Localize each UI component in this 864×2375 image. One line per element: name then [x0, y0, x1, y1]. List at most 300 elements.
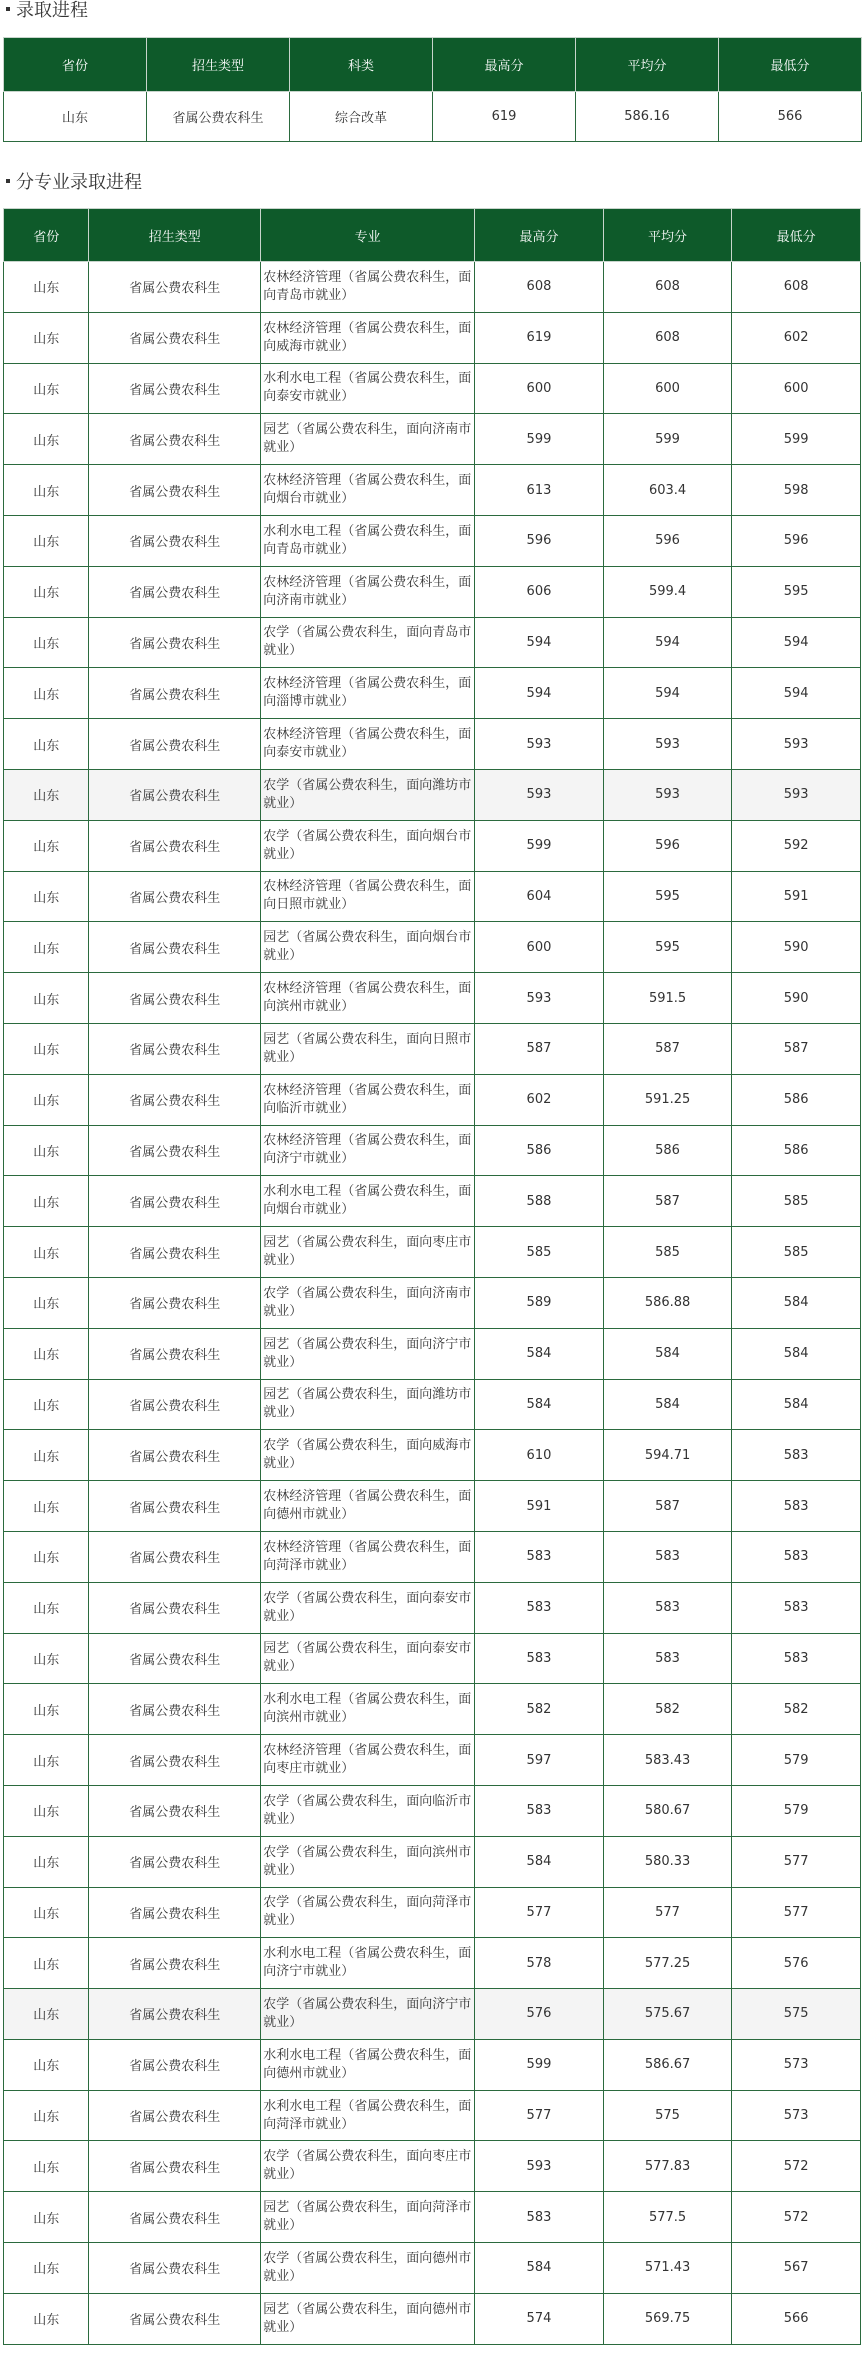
cell-max-score: 583 [475, 2192, 604, 2243]
cell-province: 山东 [4, 1227, 89, 1278]
table-row [4, 769, 861, 820]
cell-province: 山东 [4, 820, 89, 871]
cell-enroll-type: 省属公费农科生 [89, 312, 261, 363]
cell-province: 山东 [4, 871, 89, 922]
cell-province: 山东 [4, 262, 89, 313]
cell-max-score: 577 [475, 2090, 604, 2141]
cell-enroll-type: 省属公费农科生 [89, 2243, 261, 2294]
cell-enroll-type: 省属公费农科生 [89, 1125, 261, 1176]
cell-min-score: 579 [732, 1785, 861, 1836]
table-row [4, 1074, 861, 1125]
cell-enroll-type: 省属公费农科生 [89, 1633, 261, 1684]
cell-max-score: 606 [475, 566, 604, 617]
cell-province: 山东 [4, 2293, 89, 2344]
header-enroll-type: 招生类型 [89, 209, 261, 262]
cell-min-score: 591 [732, 871, 861, 922]
cell-min-score: 579 [732, 1735, 861, 1786]
cell-max-score: 578 [475, 1938, 604, 1989]
header-min-score: 最低分 [732, 209, 861, 262]
cell-avg-score: 599.4 [603, 566, 732, 617]
cell-max-score: 588 [475, 1176, 604, 1227]
header-min-score: 最低分 [719, 38, 862, 92]
cell-major: 农林经济管理（省属公费农科生，面向枣庄市就业） [261, 1735, 475, 1786]
cell-avg-score: 583 [603, 1633, 732, 1684]
table-row [4, 1582, 861, 1633]
cell-min-score: 585 [732, 1176, 861, 1227]
cell-enroll-type: 省属公费农科生 [147, 92, 290, 142]
cell-province: 山东 [4, 1938, 89, 1989]
cell-avg-score: 595 [603, 922, 732, 973]
cell-max-score: 582 [475, 1684, 604, 1735]
cell-major: 园艺（省属公费农科生，面向泰安市就业） [261, 1633, 475, 1684]
cell-enroll-type: 省属公费农科生 [89, 1023, 261, 1074]
cell-max-score: 591 [475, 1481, 604, 1532]
cell-major: 农林经济管理（省属公费农科生，面向泰安市就业） [261, 719, 475, 770]
cell-enroll-type: 省属公费农科生 [89, 820, 261, 871]
cell-max-score: 597 [475, 1735, 604, 1786]
table-row [4, 1023, 861, 1074]
cell-major: 农学（省属公费农科生，面向烟台市就业） [261, 820, 475, 871]
cell-min-score: 576 [732, 1938, 861, 1989]
cell-max-score: 600 [475, 363, 604, 414]
cell-max-score: 613 [475, 465, 604, 516]
cell-min-score: 566 [719, 92, 862, 142]
cell-avg-score: 587 [603, 1481, 732, 1532]
cell-major: 水利水电工程（省属公费农科生，面向德州市就业） [261, 2039, 475, 2090]
cell-province: 山东 [4, 1684, 89, 1735]
cell-max-score: 585 [475, 1227, 604, 1278]
section-title-major-progress [0, 172, 864, 194]
table-row [4, 922, 861, 973]
cell-major: 农林经济管理（省属公费农科生，面向临沂市就业） [261, 1074, 475, 1125]
cell-min-score: 575 [732, 1989, 861, 2040]
table-header-row [4, 209, 861, 262]
cell-max-score: 619 [475, 312, 604, 363]
cell-min-score: 587 [732, 1023, 861, 1074]
cell-enroll-type: 省属公费农科生 [89, 515, 261, 566]
cell-enroll-type: 省属公费农科生 [89, 2039, 261, 2090]
cell-major: 园艺（省属公费农科生，面向日照市就业） [261, 1023, 475, 1074]
table-row [4, 1481, 861, 1532]
cell-min-score: 596 [732, 515, 861, 566]
cell-avg-score: 580.67 [603, 1785, 732, 1836]
header-max-score: 最高分 [475, 209, 604, 262]
cell-avg-score: 577.25 [603, 1938, 732, 1989]
cell-major: 园艺（省属公费农科生，面向潍坊市就业） [261, 1379, 475, 1430]
cell-major: 农学（省属公费农科生，面向威海市就业） [261, 1430, 475, 1481]
cell-min-score: 586 [732, 1074, 861, 1125]
cell-province: 山东 [4, 1785, 89, 1836]
cell-max-score: 593 [475, 719, 604, 770]
cell-max-score: 583 [475, 1531, 604, 1582]
cell-avg-score: 608 [603, 262, 732, 313]
cell-major: 园艺（省属公费农科生，面向烟台市就业） [261, 922, 475, 973]
cell-min-score: 582 [732, 1684, 861, 1735]
cell-min-score: 583 [732, 1481, 861, 1532]
cell-avg-score: 593 [603, 719, 732, 770]
table-row [4, 363, 861, 414]
cell-enroll-type: 省属公费农科生 [89, 922, 261, 973]
header-category: 科类 [290, 38, 433, 92]
cell-max-score: 584 [475, 2243, 604, 2294]
cell-province: 山东 [4, 668, 89, 719]
cell-min-score: 573 [732, 2039, 861, 2090]
cell-enroll-type: 省属公费农科生 [89, 1785, 261, 1836]
cell-province: 山东 [4, 1176, 89, 1227]
bullet-icon [6, 7, 10, 11]
table-row [4, 820, 861, 871]
cell-max-score: 599 [475, 2039, 604, 2090]
cell-major: 水利水电工程（省属公费农科生，面向泰安市就业） [261, 363, 475, 414]
cell-avg-score: 575.67 [603, 1989, 732, 2040]
cell-major: 园艺（省属公费农科生，面向济南市就业） [261, 414, 475, 465]
cell-province: 山东 [4, 2090, 89, 2141]
cell-major: 农学（省属公费农科生，面向青岛市就业） [261, 617, 475, 668]
table-row [4, 2192, 861, 2243]
cell-major: 水利水电工程（省属公费农科生，面向青岛市就业） [261, 515, 475, 566]
cell-avg-score: 608 [603, 312, 732, 363]
cell-major: 农林经济管理（省属公费农科生，面向淄博市就业） [261, 668, 475, 719]
cell-avg-score: 580.33 [603, 1836, 732, 1887]
cell-enroll-type: 省属公费农科生 [89, 2090, 261, 2141]
cell-avg-score: 603.4 [603, 465, 732, 516]
cell-min-score: 577 [732, 1836, 861, 1887]
header-enroll-type: 招生类型 [147, 38, 290, 92]
table-row [4, 2090, 861, 2141]
cell-enroll-type: 省属公费农科生 [89, 1176, 261, 1227]
cell-major: 水利水电工程（省属公费农科生，面向烟台市就业） [261, 1176, 475, 1227]
cell-max-score: 610 [475, 1430, 604, 1481]
cell-min-score: 584 [732, 1277, 861, 1328]
table-row [4, 668, 861, 719]
cell-province: 山东 [4, 1735, 89, 1786]
cell-major: 农林经济管理（省属公费农科生，面向菏泽市就业） [261, 1531, 475, 1582]
cell-enroll-type: 省属公费农科生 [89, 262, 261, 313]
cell-major: 农林经济管理（省属公费农科生，面向烟台市就业） [261, 465, 475, 516]
cell-max-score: 599 [475, 820, 604, 871]
cell-avg-score: 599 [603, 414, 732, 465]
cell-avg-score: 595 [603, 871, 732, 922]
cell-min-score: 594 [732, 668, 861, 719]
cell-avg-score: 586.88 [603, 1277, 732, 1328]
cell-enroll-type: 省属公费农科生 [89, 1989, 261, 2040]
cell-enroll-type: 省属公费农科生 [89, 1938, 261, 1989]
cell-avg-score: 586.16 [576, 92, 719, 142]
major-admission-table [3, 208, 861, 2345]
cell-avg-score: 591.25 [603, 1074, 732, 1125]
cell-province: 山东 [4, 1582, 89, 1633]
cell-min-score: 595 [732, 566, 861, 617]
cell-max-score: 594 [475, 668, 604, 719]
cell-avg-score: 583.43 [603, 1735, 732, 1786]
cell-avg-score: 571.43 [603, 2243, 732, 2294]
cell-major: 水利水电工程（省属公费农科生，面向滨州市就业） [261, 1684, 475, 1735]
table-row [4, 1176, 861, 1227]
cell-avg-score: 582 [603, 1684, 732, 1735]
cell-province: 山东 [4, 1328, 89, 1379]
cell-major: 农学（省属公费农科生，面向枣庄市就业） [261, 2141, 475, 2192]
cell-enroll-type: 省属公费农科生 [89, 1227, 261, 1278]
cell-min-score: 585 [732, 1227, 861, 1278]
cell-province: 山东 [4, 769, 89, 820]
cell-avg-score: 569.75 [603, 2293, 732, 2344]
cell-enroll-type: 省属公费农科生 [89, 1531, 261, 1582]
cell-enroll-type: 省属公费农科生 [89, 1328, 261, 1379]
cell-avg-score: 577.83 [603, 2141, 732, 2192]
cell-major: 农学（省属公费农科生，面向济宁市就业） [261, 1989, 475, 2040]
cell-province: 山东 [4, 973, 89, 1024]
table-row [4, 1277, 861, 1328]
cell-min-score: 583 [732, 1531, 861, 1582]
cell-max-score: 584 [475, 1379, 604, 1430]
cell-avg-score: 587 [603, 1023, 732, 1074]
table-row [4, 414, 861, 465]
cell-max-score: 604 [475, 871, 604, 922]
cell-province: 山东 [4, 1887, 89, 1938]
table-row [4, 465, 861, 516]
cell-max-score: 583 [475, 1633, 604, 1684]
cell-min-score: 572 [732, 2192, 861, 2243]
cell-major: 农学（省属公费农科生，面向菏泽市就业） [261, 1887, 475, 1938]
section-title-text: 录取进程 [16, 0, 88, 21]
cell-province: 山东 [4, 1633, 89, 1684]
table-row [4, 973, 861, 1024]
cell-major: 农林经济管理（省属公费农科生，面向滨州市就业） [261, 973, 475, 1024]
table-row [4, 1531, 861, 1582]
cell-major: 农林经济管理（省属公费农科生，面向威海市就业） [261, 312, 475, 363]
cell-enroll-type: 省属公费农科生 [89, 414, 261, 465]
cell-major: 水利水电工程（省属公费农科生，面向济宁市就业） [261, 1938, 475, 1989]
cell-province: 山东 [4, 617, 89, 668]
cell-avg-score: 585 [603, 1227, 732, 1278]
cell-enroll-type: 省属公费农科生 [89, 1430, 261, 1481]
cell-min-score: 583 [732, 1633, 861, 1684]
cell-avg-score: 583 [603, 1531, 732, 1582]
cell-enroll-type: 省属公费农科生 [89, 1887, 261, 1938]
cell-major: 农林经济管理（省属公费农科生，面向青岛市就业） [261, 262, 475, 313]
table-row [4, 2243, 861, 2294]
cell-avg-score: 594 [603, 668, 732, 719]
table-row [4, 2141, 861, 2192]
cell-min-score: 572 [732, 2141, 861, 2192]
cell-min-score: 577 [732, 1887, 861, 1938]
cell-avg-score: 593 [603, 769, 732, 820]
cell-major: 园艺（省属公费农科生，面向枣庄市就业） [261, 1227, 475, 1278]
cell-avg-score: 594 [603, 617, 732, 668]
cell-major: 农学（省属公费农科生，面向临沂市就业） [261, 1785, 475, 1836]
cell-enroll-type: 省属公费农科生 [89, 1836, 261, 1887]
cell-major: 农学（省属公费农科生，面向德州市就业） [261, 2243, 475, 2294]
cell-enroll-type: 省属公费农科生 [89, 465, 261, 516]
cell-major: 园艺（省属公费农科生，面向济宁市就业） [261, 1328, 475, 1379]
major-table-body [4, 262, 861, 2345]
table-row [4, 719, 861, 770]
header-province: 省份 [4, 38, 147, 92]
cell-enroll-type: 省属公费农科生 [89, 2293, 261, 2344]
cell-avg-score: 600 [603, 363, 732, 414]
cell-max-score: 599 [475, 414, 604, 465]
table-row [4, 1887, 861, 1938]
cell-province: 山东 [4, 1836, 89, 1887]
cell-avg-score: 577.5 [603, 2192, 732, 2243]
cell-enroll-type: 省属公费农科生 [89, 1735, 261, 1786]
table-row [4, 1633, 861, 1684]
cell-min-score: 602 [732, 312, 861, 363]
cell-min-score: 567 [732, 2243, 861, 2294]
cell-avg-score: 591.5 [603, 973, 732, 1024]
cell-province: 山东 [4, 1989, 89, 2040]
cell-province: 山东 [4, 1074, 89, 1125]
table-row [4, 1684, 861, 1735]
cell-min-score: 598 [732, 465, 861, 516]
cell-major: 农林经济管理（省属公费农科生，面向济南市就业） [261, 566, 475, 617]
cell-avg-score: 596 [603, 820, 732, 871]
section-title-text: 分专业录取进程 [16, 172, 142, 193]
table-row [4, 1989, 861, 2040]
table-row [4, 262, 861, 313]
cell-province: 山东 [4, 1125, 89, 1176]
cell-max-score: 593 [475, 973, 604, 1024]
cell-max-score: 608 [475, 262, 604, 313]
cell-enroll-type: 省属公费农科生 [89, 871, 261, 922]
cell-min-score: 583 [732, 1582, 861, 1633]
cell-province: 山东 [4, 363, 89, 414]
cell-max-score: 596 [475, 515, 604, 566]
cell-enroll-type: 省属公费农科生 [89, 769, 261, 820]
cell-max-score: 593 [475, 2141, 604, 2192]
cell-avg-score: 586 [603, 1125, 732, 1176]
cell-major: 农学（省属公费农科生，面向潍坊市就业） [261, 769, 475, 820]
cell-avg-score: 577 [603, 1887, 732, 1938]
cell-min-score: 592 [732, 820, 861, 871]
table-row [4, 1379, 861, 1430]
cell-max-score: 576 [475, 1989, 604, 2040]
cell-province: 山东 [4, 1277, 89, 1328]
cell-major: 农林经济管理（省属公费农科生，面向德州市就业） [261, 1481, 475, 1532]
table-row [4, 515, 861, 566]
cell-max-score: 600 [475, 922, 604, 973]
cell-min-score: 599 [732, 414, 861, 465]
cell-min-score: 608 [732, 262, 861, 313]
cell-province: 山东 [4, 414, 89, 465]
cell-avg-score: 594.71 [603, 1430, 732, 1481]
cell-province: 山东 [4, 1379, 89, 1430]
cell-min-score: 573 [732, 2090, 861, 2141]
cell-province: 山东 [4, 92, 147, 142]
cell-min-score: 590 [732, 973, 861, 1024]
cell-avg-score: 575 [603, 2090, 732, 2141]
cell-max-score: 594 [475, 617, 604, 668]
cell-min-score: 594 [732, 617, 861, 668]
cell-max-score: 577 [475, 1887, 604, 1938]
cell-major: 农学（省属公费农科生，面向泰安市就业） [261, 1582, 475, 1633]
cell-province: 山东 [4, 2141, 89, 2192]
cell-province: 山东 [4, 465, 89, 516]
cell-min-score: 586 [732, 1125, 861, 1176]
cell-major: 农学（省属公费农科生，面向济南市就业） [261, 1277, 475, 1328]
cell-enroll-type: 省属公费农科生 [89, 1379, 261, 1430]
cell-avg-score: 584 [603, 1379, 732, 1430]
cell-max-score: 583 [475, 1582, 604, 1633]
cell-province: 山东 [4, 1481, 89, 1532]
cell-enroll-type: 省属公费农科生 [89, 1481, 261, 1532]
cell-province: 山东 [4, 566, 89, 617]
cell-min-score: 583 [732, 1430, 861, 1481]
cell-enroll-type: 省属公费农科生 [89, 1074, 261, 1125]
cell-max-score: 589 [475, 1277, 604, 1328]
cell-enroll-type: 省属公费农科生 [89, 1582, 261, 1633]
cell-enroll-type: 省属公费农科生 [89, 719, 261, 770]
cell-avg-score: 587 [603, 1176, 732, 1227]
cell-max-score: 586 [475, 1125, 604, 1176]
table-row [4, 1785, 861, 1836]
cell-enroll-type: 省属公费农科生 [89, 617, 261, 668]
cell-max-score: 584 [475, 1328, 604, 1379]
cell-min-score: 600 [732, 363, 861, 414]
cell-avg-score: 596 [603, 515, 732, 566]
cell-min-score: 590 [732, 922, 861, 973]
cell-major: 园艺（省属公费农科生，面向德州市就业） [261, 2293, 475, 2344]
table-row [4, 871, 861, 922]
table-row [4, 2039, 861, 2090]
cell-enroll-type: 省属公费农科生 [89, 1277, 261, 1328]
cell-major: 农林经济管理（省属公费农科生，面向济宁市就业） [261, 1125, 475, 1176]
cell-max-score: 593 [475, 769, 604, 820]
cell-province: 山东 [4, 922, 89, 973]
cell-province: 山东 [4, 515, 89, 566]
cell-enroll-type: 省属公费农科生 [89, 2141, 261, 2192]
table-row [4, 1125, 861, 1176]
table-row [4, 2293, 861, 2344]
table-row [4, 566, 861, 617]
cell-enroll-type: 省属公费农科生 [89, 668, 261, 719]
cell-max-score: 574 [475, 2293, 604, 2344]
header-avg-score: 平均分 [576, 38, 719, 92]
header-province: 省份 [4, 209, 89, 262]
table-row [4, 1430, 861, 1481]
cell-max-score: 584 [475, 1836, 604, 1887]
header-avg-score: 平均分 [603, 209, 732, 262]
cell-min-score: 593 [732, 769, 861, 820]
cell-major: 园艺（省属公费农科生，面向菏泽市就业） [261, 2192, 475, 2243]
bullet-icon [6, 179, 10, 183]
cell-enroll-type: 省属公费农科生 [89, 566, 261, 617]
cell-province: 山东 [4, 1531, 89, 1582]
cell-max-score: 602 [475, 1074, 604, 1125]
header-max-score: 最高分 [433, 38, 576, 92]
cell-province: 山东 [4, 1023, 89, 1074]
cell-min-score: 566 [732, 2293, 861, 2344]
cell-enroll-type: 省属公费农科生 [89, 973, 261, 1024]
cell-province: 山东 [4, 2192, 89, 2243]
cell-avg-score: 586.67 [603, 2039, 732, 2090]
table-row [4, 1938, 861, 1989]
cell-enroll-type: 省属公费农科生 [89, 2192, 261, 2243]
header-major: 专业 [261, 209, 475, 262]
cell-province: 山东 [4, 2039, 89, 2090]
section-title-admission-progress [0, 0, 864, 22]
cell-max-score: 619 [433, 92, 576, 142]
table-row [4, 1227, 861, 1278]
cell-min-score: 584 [732, 1328, 861, 1379]
cell-province: 山东 [4, 2243, 89, 2294]
cell-enroll-type: 省属公费农科生 [89, 1684, 261, 1735]
cell-province: 山东 [4, 312, 89, 363]
cell-min-score: 584 [732, 1379, 861, 1430]
cell-category: 综合改革 [290, 92, 433, 142]
table-row [4, 92, 862, 142]
table-row [4, 617, 861, 668]
